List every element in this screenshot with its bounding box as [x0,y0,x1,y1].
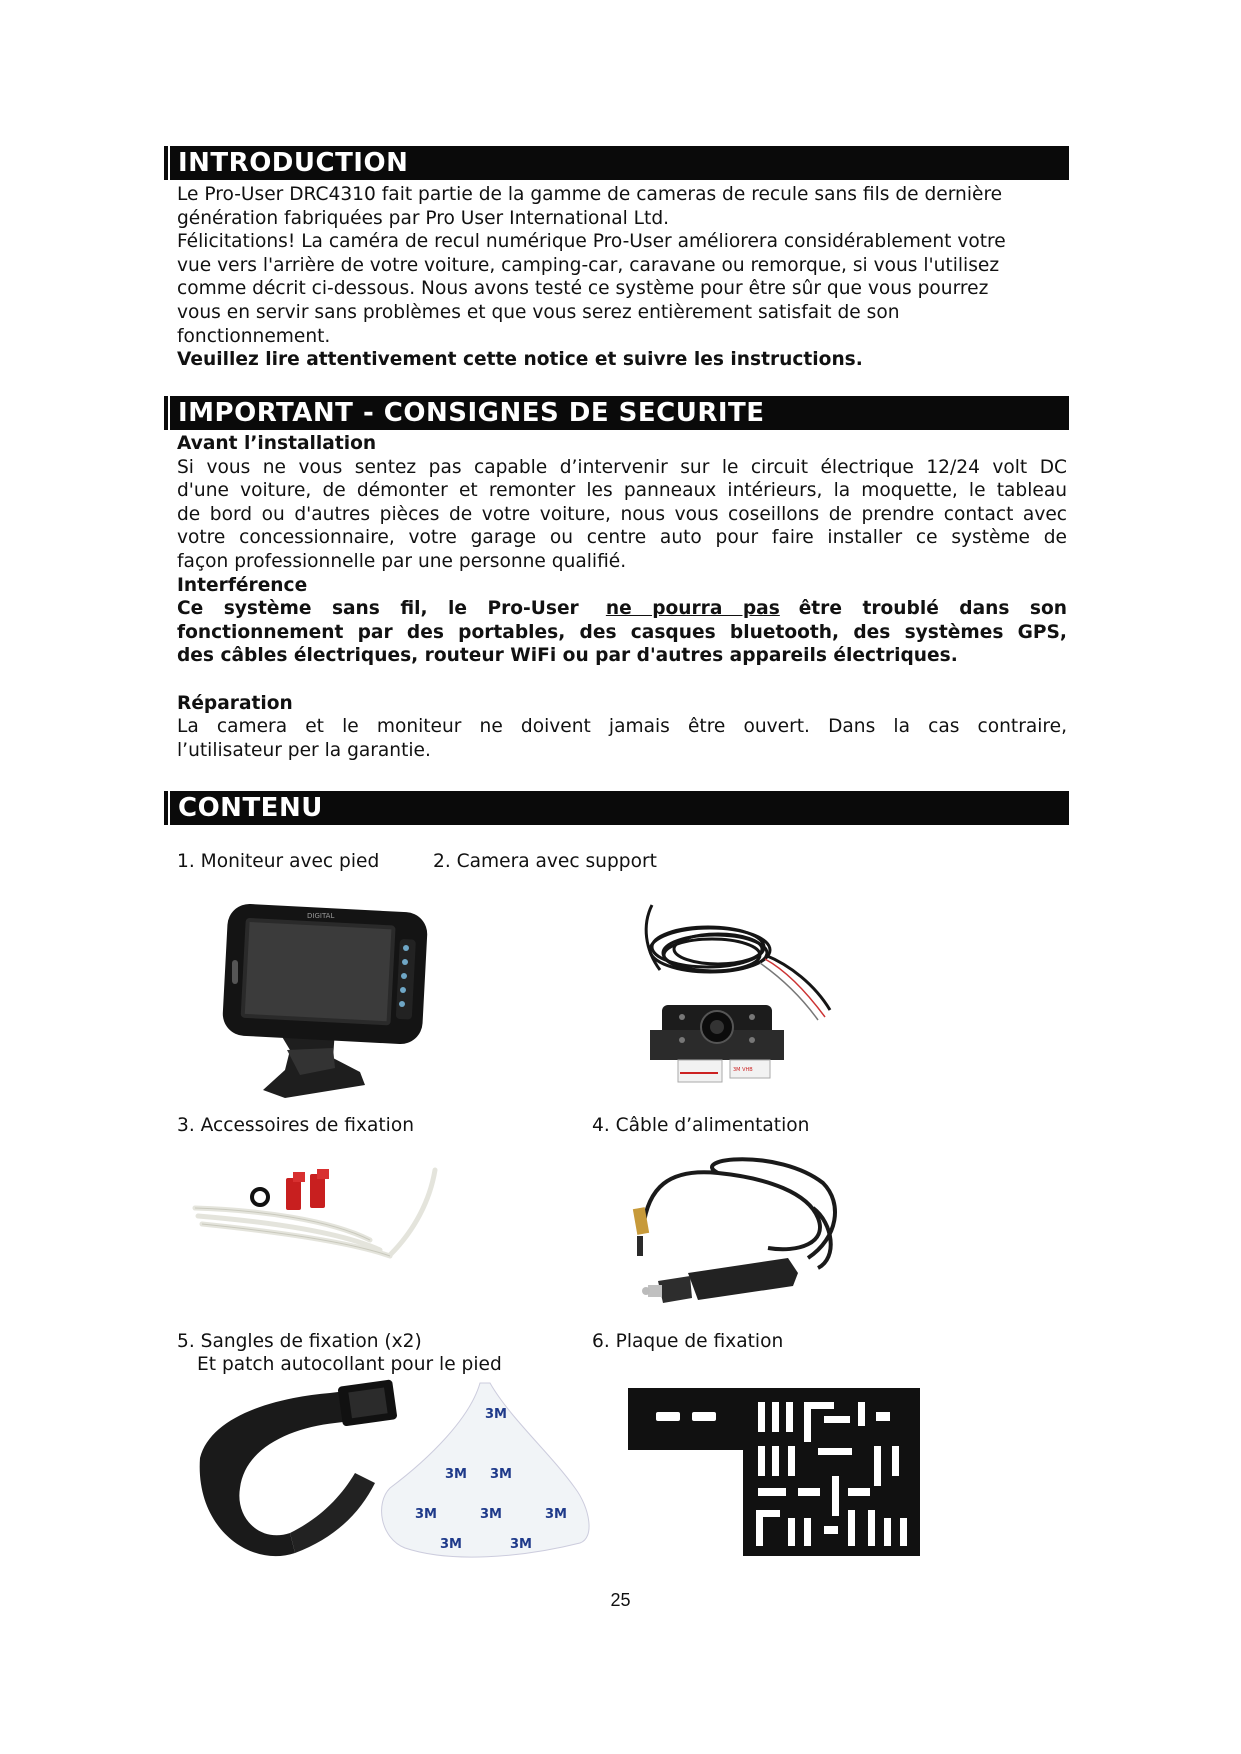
patch-logo: 3M [445,1467,467,1482]
intro-line: Le Pro-User DRC4310 fait partie de la gamme de cameras de recule sans fils de dernière [177,184,1003,205]
section-header-safety [164,396,1069,430]
patch-logo: 3M [510,1537,532,1552]
interference-heading: Interférence [177,574,308,596]
patch-logo: 3M [440,1537,462,1552]
patch-logo: 3M [490,1467,512,1482]
interference-post: être troublé dans son [798,598,1067,620]
item-label-camera: 2. Camera avec support [433,851,657,872]
accessories-image [190,1160,445,1270]
install-line: Si vous ne vous sentez pas capable d’intervenir sur le circuit électrique 12/24 volt DC [177,456,1067,478]
patch-logo: 3M [485,1407,507,1422]
install-line: d'une voiture, de démonter et remonter les panneaux intérieurs, la moquette, le tableau [177,480,1067,502]
patch-logo: 3M [415,1507,437,1522]
intro-text [177,183,1067,372]
interference-pre: Ce système sans fil, le Pro-User [177,598,579,620]
repair-heading: Réparation [177,692,293,714]
power-cable-image [628,1148,858,1318]
section-header-introduction [164,146,1069,180]
item-label-monitor: 1. Moniteur avec pied [177,851,380,872]
intro-line: comme décrit ci-dessous. Nous avons testé ce système pour être sûr que vous pourrez [177,278,989,300]
monitor-brand-text: DIGITAL [307,912,335,920]
item-label-accessories: 3. Accessoires de fixation [177,1115,414,1136]
install-line: façon professionnelle par une personne qualifié. [177,550,627,572]
install-line: de bord ou d'autres pièces de votre voiture, nous vous coseillons de prendre contact avec [177,503,1067,525]
section-header-contents [164,791,1069,825]
camera-image [640,895,845,1095]
intro-line: vue vers l'arrière de votre voiture, camping-car, caravane ou remorque, si vous l'utilisez [177,254,1000,276]
install-line: votre concessionnaire, votre garage ou centre auto pour faire installer ce système de [177,527,1067,549]
mounting-plate-image [628,1388,920,1556]
item-label-plate: 6. Plaque de fixation [592,1331,784,1352]
section-title: IMPORTANT - CONSIGNES DE SECURITE [178,398,765,428]
section-title: CONTENU [178,793,323,823]
item-label-straps: 5. Sangles de fixation (x2) [177,1331,422,1352]
safety-text [177,432,1067,762]
section-title: INTRODUCTION [178,148,409,178]
intro-line: génération fabriquées par Pro User International Ltd. [177,207,670,229]
item-label-straps-sub: Et patch autocollant pour le pied [197,1354,502,1375]
camera-tape-label: 3M VHB [733,1067,753,1073]
interference-line: fonctionnement par des portables, des casques bluetooth, des systèmes GPS, [177,621,1067,643]
interference-line: des câbles électriques, routeur WiFi ou par d'autres appareils électriques. [177,645,958,667]
monitor-image [215,900,435,1105]
straps-patch-image [190,1378,600,1573]
intro-line: fonctionnement. [177,325,331,347]
intro-line: vous en servir sans problèmes et que vous serez entièrement satisfait de son [177,301,900,323]
install-heading: Avant l’installation [177,433,377,454]
patch-logo: 3M [545,1507,567,1522]
intro-line: Félicitations! La caméra de recul numérique Pro-User améliorera considérablement votre [177,231,1006,253]
repair-line: La camera et le moniteur ne doivent jamais être ouvert. Dans la cas contraire, [177,716,1067,738]
item-label-power-cable: 4. Câble d’alimentation [592,1115,810,1136]
patch-logo: 3M [480,1507,502,1522]
repair-line: l’utilisateur per la garantie. [177,739,431,761]
interference-underlined: ne pourra pas [605,598,780,620]
intro-notice: Veuillez lire attentivement cette notice et suivre les instructions. [177,349,863,371]
interference-line-first [177,597,1067,621]
page-number: 25 [610,1590,631,1610]
